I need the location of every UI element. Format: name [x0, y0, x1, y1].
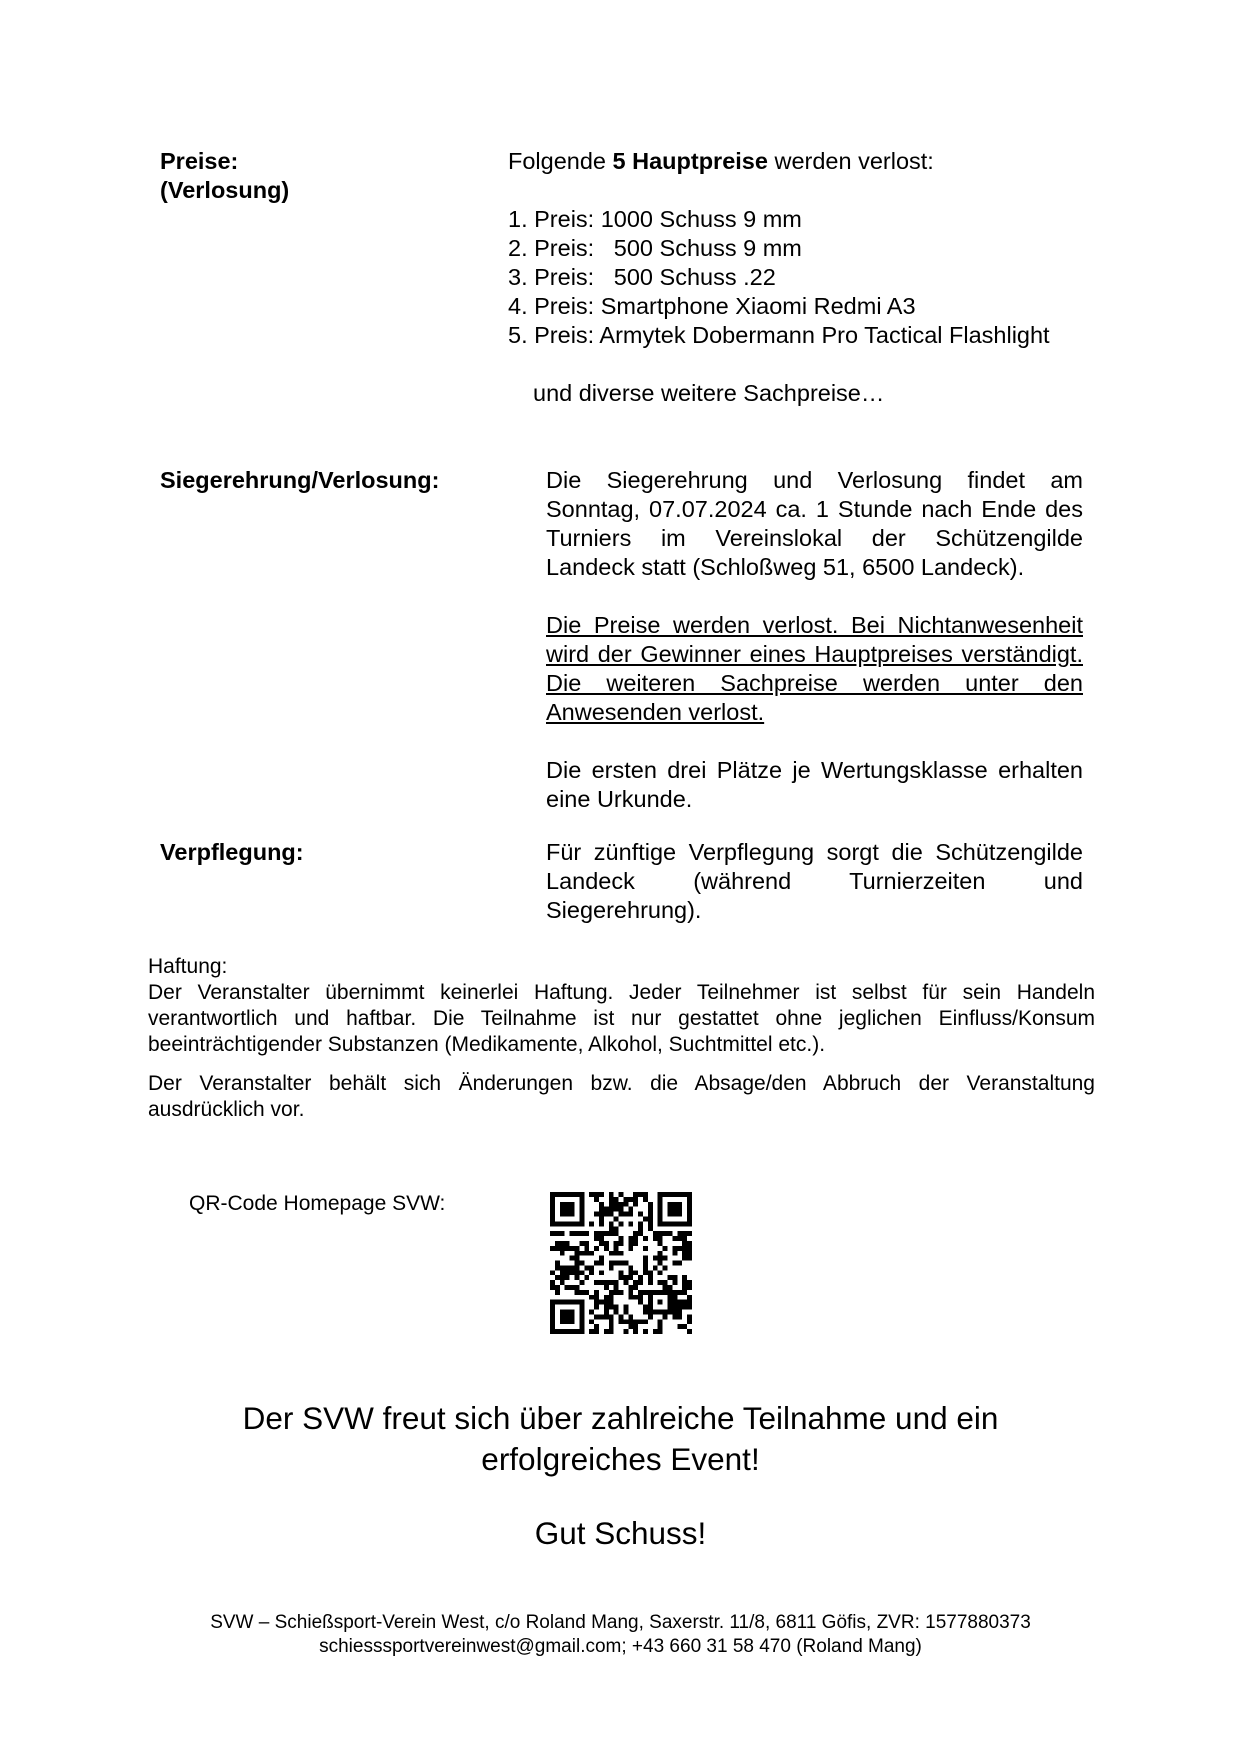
prizes-section — [508, 147, 1108, 408]
qr-code[interactable] — [550, 1192, 692, 1334]
prizes-label — [160, 147, 289, 205]
liability-heading: Haftung: — [148, 955, 228, 978]
footer — [120, 1611, 1121, 1659]
prize-item: 1. Preis: 1000 Schuss 9 mm — [508, 206, 802, 232]
prizes-intro-bold: 5 Hauptpreise — [612, 148, 768, 174]
prize-list — [508, 205, 1108, 350]
prize-item: 2. Preis: 500 Schuss 9 mm — [508, 235, 802, 261]
ceremony-para1: Die Siegerehrung und Verlosung findet am Sonntag, 07.07.2024 ca. 1 Stunde nach Ende des Turniers im Vereinslokal der Schützengilde Landeck statt (Schloßweg 51, 6500 Landeck). — [546, 467, 1083, 580]
footer-line2: schiesssportvereinwest@gmail.com; +43 660 31 58 470 (Roland Mang) — [319, 1636, 922, 1657]
liability-reservation: Der Veranstalter behält sich Änderungen bzw. die Absage/den Abbruch der Veranstaltung ausdrücklich vor. — [148, 1072, 1095, 1121]
prizes-label-line2: (Verlosung) — [160, 177, 290, 203]
prizes-label-line1: Preise: — [160, 148, 239, 174]
ceremony-label: Siegerehrung/Verlosung: — [160, 467, 440, 493]
catering-label: Verpflegung: — [160, 839, 304, 865]
prize-item: 4. Preis: Smartphone Xiaomi Redmi A3 — [508, 293, 916, 319]
closing-line2: erfolgreiches Event! — [481, 1441, 760, 1477]
qr-label: QR-Code Homepage SVW: — [189, 1192, 446, 1215]
qr-code-image — [550, 1192, 692, 1334]
liability-text: Der Veranstalter übernimmt keinerlei Haftung. Jeder Teilnehmer ist selbst für sein Handeln verantwortlich und haftbar. Die Teilnahme ist nur gestattet ohne jeglichen Einfluss/Konsum beeinträchtigender Substanzen (Medikamente, Alkohol, Suchtmittel etc.). — [148, 981, 1095, 1056]
footer-line1: SVW – Schießsport-Verein West, c/o Roland Mang, Saxerstr. 11/8, 6811 Göfis, ZVR: 1577880373 — [210, 1612, 1031, 1633]
closing-message — [120, 1398, 1121, 1554]
closing-line1: Der SVW freut sich über zahlreiche Teilnahme und ein — [242, 1400, 999, 1436]
closing-line3: Gut Schuss! — [534, 1515, 707, 1551]
prizes-intro: Folgende 5 Hauptpreise werden verlost: — [508, 148, 934, 174]
ceremony-para2: Die Preise werden verlost. Bei Nichtanwesenheit wird der Gewinner eines Hauptpreises verständigt. Die weiteren Sachpreise werden unter den Anwesenden verlost. — [546, 612, 1083, 725]
prizes-outro: und diverse weitere Sachpreise… — [533, 380, 885, 406]
ceremony-para3: Die ersten drei Plätze je Wertungsklasse erhalten eine Urkunde. — [546, 757, 1083, 812]
liability-section — [148, 954, 1095, 1123]
prize-item: 5. Preis: Armytek Dobermann Pro Tactical Flashlight — [508, 322, 1050, 348]
catering-text: Für zünftige Verpflegung sorgt die Schützengilde Landeck (während Turnierzeiten und Siegerehrung). — [546, 839, 1083, 923]
ceremony-section — [546, 466, 1083, 814]
prize-item: 3. Preis: 500 Schuss .22 — [508, 264, 776, 290]
